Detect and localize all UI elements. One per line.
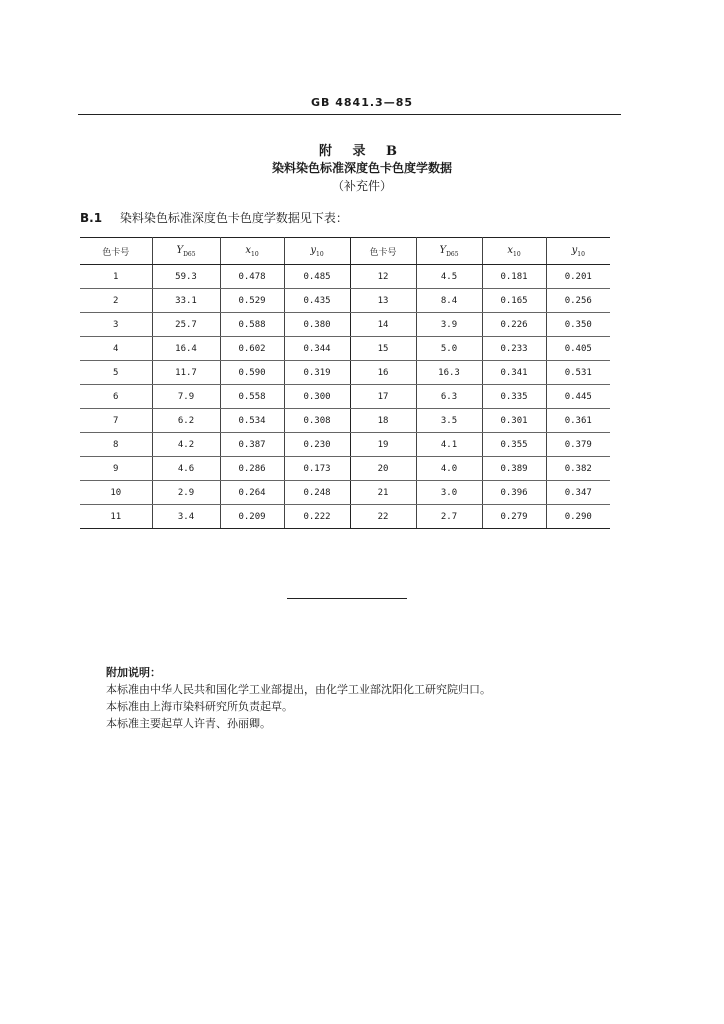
cell-y-d65: 6.2	[152, 409, 220, 433]
cell-x10: 0.341	[482, 361, 546, 385]
cell-y10: 0.382	[546, 457, 610, 481]
cell-card-no: 6	[80, 385, 152, 409]
cell-y10: 0.405	[546, 337, 610, 361]
table-row	[80, 457, 610, 481]
cell-y10: 0.230	[284, 433, 350, 457]
cell-y10: 0.300	[284, 385, 350, 409]
table-row	[80, 313, 610, 337]
cell-card-no: 1	[80, 265, 152, 289]
additional-notes	[106, 664, 491, 732]
table-row	[80, 505, 610, 529]
cell-x10: 0.301	[482, 409, 546, 433]
header-x10: $x_{10}$	[482, 238, 546, 265]
cell-card-no: 7	[80, 409, 152, 433]
appendix-subtitle: 染料染色标准深度色卡色度学数据	[271, 161, 452, 175]
cell-y-d65: 5.0	[416, 337, 482, 361]
cell-y-d65: 16.3	[416, 361, 482, 385]
table-row	[80, 385, 610, 409]
header-y10: $y_{10}$	[546, 238, 610, 265]
section-number: B.1	[80, 211, 103, 225]
cell-y10: 0.319	[284, 361, 350, 385]
cell-card-no: 2	[80, 289, 152, 313]
cell-y10: 0.531	[546, 361, 610, 385]
cell-y10: 0.290	[546, 505, 610, 529]
cell-y10: 0.256	[546, 289, 610, 313]
intro-paragraph	[80, 209, 348, 226]
table-row	[80, 265, 610, 289]
table-row	[80, 433, 610, 457]
cell-y-d65: 3.0	[416, 481, 482, 505]
note-line: 本标准主要起草人许青、孙丽卿。	[106, 717, 271, 730]
table-row	[80, 481, 610, 505]
cell-card-no: 17	[350, 385, 416, 409]
cell-y-d65: 4.5	[416, 265, 482, 289]
cell-y-d65: 2.9	[152, 481, 220, 505]
intro-text: 染料染色标准深度色卡色度学数据见下表：	[119, 211, 348, 225]
cell-y-d65: 33.1	[152, 289, 220, 313]
cell-x10: 0.279	[482, 505, 546, 529]
cell-card-no: 15	[350, 337, 416, 361]
cell-x10: 0.165	[482, 289, 546, 313]
cell-y-d65: 3.4	[152, 505, 220, 529]
table-row	[80, 409, 610, 433]
cell-y10: 0.347	[546, 481, 610, 505]
cell-y-d65: 8.4	[416, 289, 482, 313]
cell-y10: 0.379	[546, 433, 610, 457]
cell-y10: 0.308	[284, 409, 350, 433]
standard-code: GB 4841.3—85	[311, 96, 413, 109]
header-x10: $x_{10}$	[220, 238, 284, 265]
cell-y-d65: 3.9	[416, 313, 482, 337]
cell-card-no: 16	[350, 361, 416, 385]
cell-x10: 0.264	[220, 481, 284, 505]
cell-x10: 0.478	[220, 265, 284, 289]
cell-x10: 0.233	[482, 337, 546, 361]
cell-x10: 0.181	[482, 265, 546, 289]
cell-y10: 0.344	[284, 337, 350, 361]
table-row	[80, 361, 610, 385]
cell-x10: 0.534	[220, 409, 284, 433]
cell-y10: 0.350	[546, 313, 610, 337]
cell-card-no: 9	[80, 457, 152, 481]
cell-y-d65: 11.7	[152, 361, 220, 385]
cell-y-d65: 59.3	[152, 265, 220, 289]
cell-y10: 0.173	[284, 457, 350, 481]
header-card-no: 色卡号	[350, 238, 416, 265]
cell-y-d65: 4.6	[152, 457, 220, 481]
table-header-row	[80, 238, 610, 265]
appendix-note: （补充件）	[331, 179, 392, 193]
cell-card-no: 4	[80, 337, 152, 361]
cell-x10: 0.602	[220, 337, 284, 361]
cell-x10: 0.529	[220, 289, 284, 313]
cell-card-no: 18	[350, 409, 416, 433]
cell-y-d65: 16.4	[152, 337, 220, 361]
cell-x10: 0.389	[482, 457, 546, 481]
cell-x10: 0.209	[220, 505, 284, 529]
header-y-d65: $Y_{D65}$	[152, 238, 220, 265]
cell-y-d65: 25.7	[152, 313, 220, 337]
header-card-no: 色卡号	[80, 238, 152, 265]
table-row	[80, 337, 610, 361]
cell-y-d65: 7.9	[152, 385, 220, 409]
cell-card-no: 14	[350, 313, 416, 337]
cell-card-no: 22	[350, 505, 416, 529]
cell-y10: 0.361	[546, 409, 610, 433]
cell-card-no: 12	[350, 265, 416, 289]
header-y-d65: $Y_{D65}$	[416, 238, 482, 265]
note-line: 本标准由中华人民共和国化学工业部提出，由化学工业部沈阳化工研究院归口。	[106, 683, 491, 696]
cell-card-no: 19	[350, 433, 416, 457]
cell-x10: 0.588	[220, 313, 284, 337]
cell-card-no: 20	[350, 457, 416, 481]
colorimetric-data-table	[80, 237, 610, 529]
cell-card-no: 5	[80, 361, 152, 385]
cell-x10: 0.558	[220, 385, 284, 409]
cell-card-no: 3	[80, 313, 152, 337]
cell-y10: 0.380	[284, 313, 350, 337]
cell-y-d65: 4.2	[152, 433, 220, 457]
cell-y-d65: 4.0	[416, 457, 482, 481]
notes-title: 附加说明：	[106, 666, 161, 679]
cell-y10: 0.445	[546, 385, 610, 409]
end-rule	[287, 598, 407, 599]
cell-x10: 0.335	[482, 385, 546, 409]
cell-y-d65: 2.7	[416, 505, 482, 529]
cell-y10: 0.201	[546, 265, 610, 289]
cell-y10: 0.435	[284, 289, 350, 313]
cell-y10: 0.485	[284, 265, 350, 289]
cell-x10: 0.286	[220, 457, 284, 481]
cell-x10: 0.226	[482, 313, 546, 337]
cell-y10: 0.222	[284, 505, 350, 529]
appendix-title: 附 录 B	[318, 144, 406, 159]
cell-x10: 0.396	[482, 481, 546, 505]
cell-card-no: 8	[80, 433, 152, 457]
cell-card-no: 21	[350, 481, 416, 505]
cell-y-d65: 3.5	[416, 409, 482, 433]
table-row	[80, 289, 610, 313]
cell-x10: 0.355	[482, 433, 546, 457]
cell-y-d65: 4.1	[416, 433, 482, 457]
cell-y10: 0.248	[284, 481, 350, 505]
header-rule	[78, 114, 621, 115]
cell-x10: 0.387	[220, 433, 284, 457]
header-y10: $y_{10}$	[284, 238, 350, 265]
cell-x10: 0.590	[220, 361, 284, 385]
cell-card-no: 13	[350, 289, 416, 313]
cell-y-d65: 6.3	[416, 385, 482, 409]
cell-card-no: 11	[80, 505, 152, 529]
cell-card-no: 10	[80, 481, 152, 505]
note-line: 本标准由上海市染料研究所负责起草。	[106, 700, 293, 713]
